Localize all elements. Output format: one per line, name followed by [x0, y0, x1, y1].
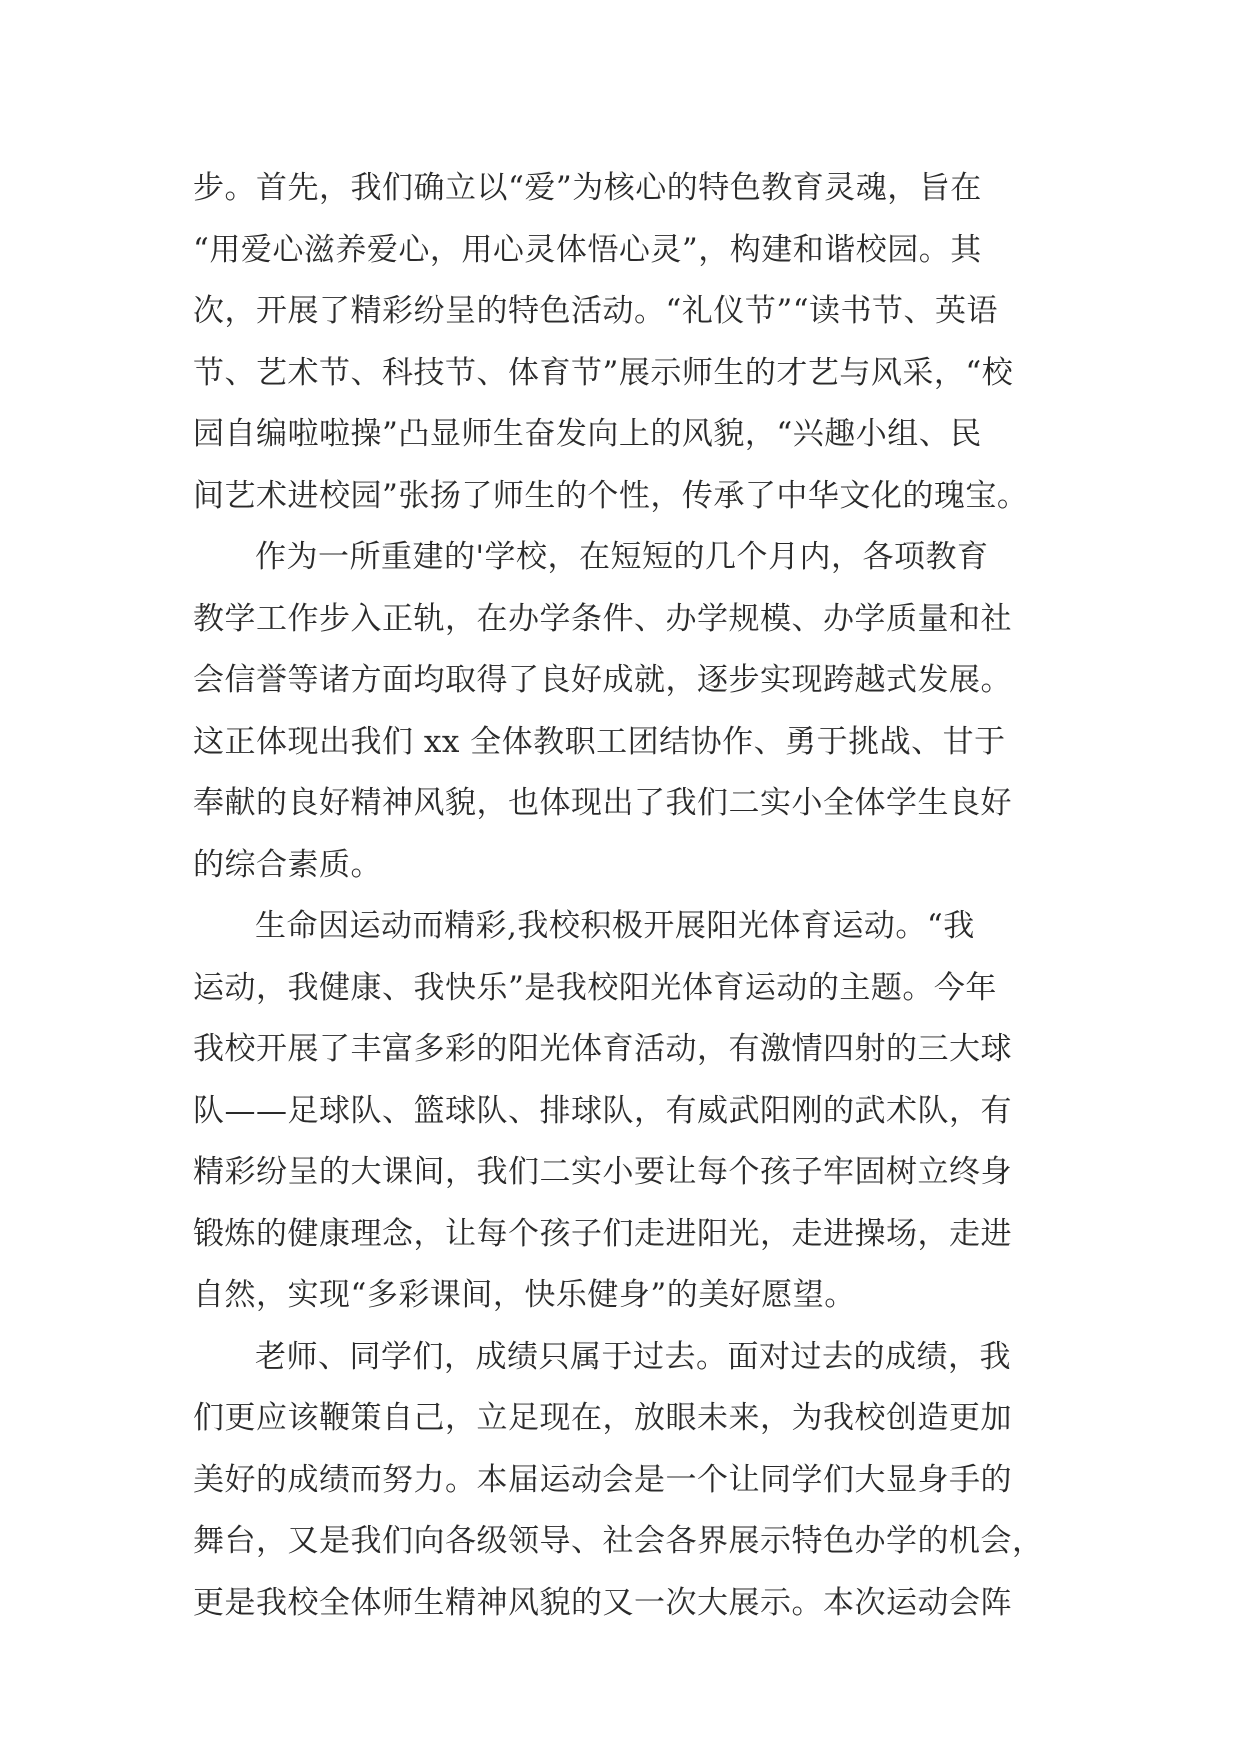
text-line: 们更应该鞭策自己，立足现在，放眼未来，为我校创造更加 [193, 1400, 1012, 1436]
text-line: 美好的成绩而努力。本届运动会是一个让同学们大显身手的 [193, 1461, 1012, 1498]
text-line: 运动，我健康、我快乐”是我校阳光体育运动的主题。今年 [193, 969, 997, 1006]
text-line: 节、艺术节、科技节、体育节”展示师生的才艺与风采，“校 [193, 354, 1014, 391]
paragraph-first-line: 生命因运动而精彩,我校积极开展阳光体育运动。“我 [255, 908, 975, 944]
text-line: 次，开展了精彩纷呈的特色活动。“礼仪节”“读书节、英语 [193, 293, 999, 329]
text-line: 教学工作步入正轨，在办学条件、办学规模、办学质量和社 [193, 600, 1012, 637]
text-line: 奉献的良好精神风貌，也体现出了我们二实小全体学生良好 [193, 785, 1012, 821]
paragraph-first-line: 作为一所重建的'学校，在短短的几个月内，各项教育 [255, 539, 989, 575]
text-line: 我校开展了丰富多彩的阳光体育活动，有激情四射的三大球 [193, 1031, 1012, 1067]
text-line: 间艺术进校园”张扬了师生的个性，传承了中华文化的瑰宝。 [193, 477, 1029, 514]
text-line: 的综合素质。 [193, 846, 382, 883]
paragraph-first-line: 老师、同学们，成绩只属于过去。面对过去的成绩，我 [255, 1338, 1011, 1375]
text-line: 这正体现出我们 xx 全体教职工团结协作、勇于挑战、甘于 [193, 723, 1006, 760]
text-line: 园自编啦啦操”凸显师生奋发向上的风貌，“兴趣小组、民 [193, 416, 982, 452]
text-line: “用爱心滋养爱心，用心灵体悟心灵”，构建和谐校园。其 [193, 231, 982, 268]
text-line: 队——足球队、篮球队、排球队，有威武阳刚的武术队，有 [193, 1092, 1012, 1129]
text-line: 自然，实现“多彩课间，快乐健身”的美好愿望。 [193, 1277, 856, 1313]
text-line: 锻炼的健康理念，让每个孩子们走进阳光，走进操场，走进 [193, 1215, 1012, 1252]
text-line: 精彩纷呈的大课间，我们二实小要让每个孩子牢固树立终身 [193, 1154, 1012, 1190]
body-text [193, 158, 1073, 1634]
text-line: 舞台，又是我们向各级领导、社会各界展示特色办学的机会， [193, 1523, 1044, 1559]
text-line: 步。首先，我们确立以“爱”为核心的特色教育灵魂，旨在 [193, 170, 982, 206]
text-line: 会信誉等诸方面均取得了良好成就，逐步实现跨越式发展。 [193, 662, 1012, 698]
text-line: 更是我校全体师生精神风貌的又一次大展示。本次运动会阵 [193, 1584, 1012, 1621]
